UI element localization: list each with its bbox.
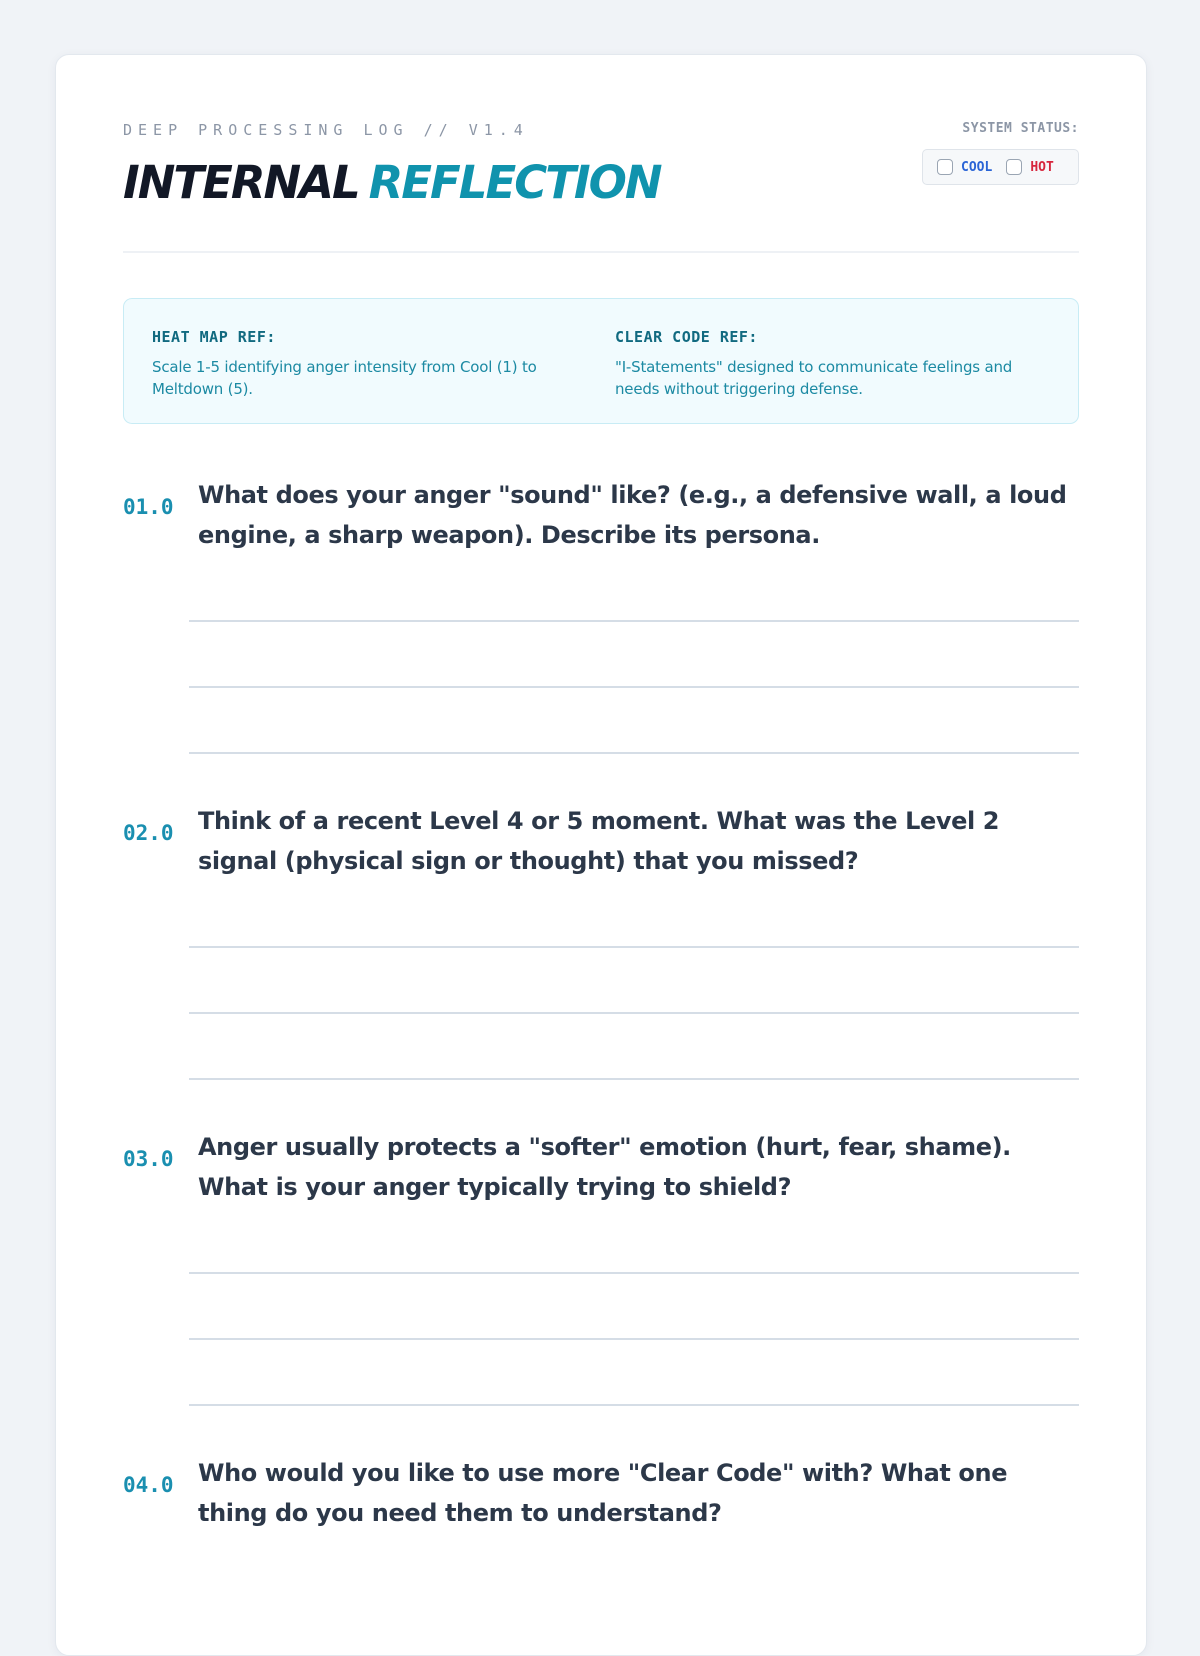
question-text: What does your anger "sound" like? (e.g., a defensive wall, a loud engine, a sharp weapon). Describe its persona. bbox=[198, 481, 1067, 549]
system-status-selector bbox=[922, 149, 1079, 185]
worksheet-header bbox=[123, 121, 1079, 253]
status-option-cool[interactable] bbox=[937, 159, 992, 175]
heat-map-reference bbox=[152, 328, 562, 400]
cool-checkbox[interactable] bbox=[937, 159, 953, 175]
reference-box bbox=[123, 298, 1079, 424]
hot-checkbox[interactable] bbox=[1006, 159, 1022, 175]
clear-code-ref-text: "I-Statements" designed to communicate feelings and needs without triggering defense. bbox=[615, 358, 1013, 398]
question-number: 03.0 bbox=[123, 1147, 174, 1171]
cool-label: COOL bbox=[961, 159, 993, 175]
log-version-tag: DEEP PROCESSING LOG // V1.4 bbox=[123, 121, 529, 139]
status-option-hot[interactable] bbox=[1006, 159, 1053, 175]
answer-line[interactable] bbox=[189, 752, 1079, 754]
question-text: Think of a recent Level 4 or 5 moment. What was the Level 2 signal (physical sign or thought) that you missed? bbox=[198, 807, 1000, 875]
heat-map-ref-title: HEAT MAP REF: bbox=[152, 328, 276, 346]
system-status-label: SYSTEM STATUS: bbox=[962, 121, 1079, 136]
hot-label: HOT bbox=[1030, 159, 1054, 175]
answer-line[interactable] bbox=[189, 946, 1079, 948]
answer-line[interactable] bbox=[189, 1404, 1079, 1406]
worksheet-card bbox=[55, 54, 1147, 1656]
answer-line[interactable] bbox=[189, 1012, 1079, 1014]
title-word-internal: INTERNAL bbox=[123, 156, 359, 209]
question-text: Anger usually protects a "softer" emotion (hurt, fear, shame). What is your anger typically trying to shield? bbox=[198, 1133, 1011, 1201]
page-title bbox=[123, 155, 661, 211]
question-number: 01.0 bbox=[123, 495, 174, 519]
heat-map-ref-text: Scale 1-5 identifying anger intensity from Cool (1) to Meltdown (5). bbox=[152, 358, 537, 398]
question-text: Who would you like to use more "Clear Code" with? What one thing do you need them to understand? bbox=[198, 1459, 1008, 1527]
answer-line[interactable] bbox=[189, 1338, 1079, 1340]
answer-line[interactable] bbox=[189, 1272, 1079, 1274]
clear-code-ref-title: CLEAR CODE REF: bbox=[615, 328, 758, 346]
question-number: 04.0 bbox=[123, 1473, 174, 1497]
title-word-reflection: REFLECTION bbox=[368, 156, 661, 209]
answer-line[interactable] bbox=[189, 620, 1079, 622]
clear-code-reference bbox=[615, 328, 1025, 400]
answer-line[interactable] bbox=[189, 686, 1079, 688]
question-number: 02.0 bbox=[123, 821, 174, 845]
answer-line[interactable] bbox=[189, 1078, 1079, 1080]
